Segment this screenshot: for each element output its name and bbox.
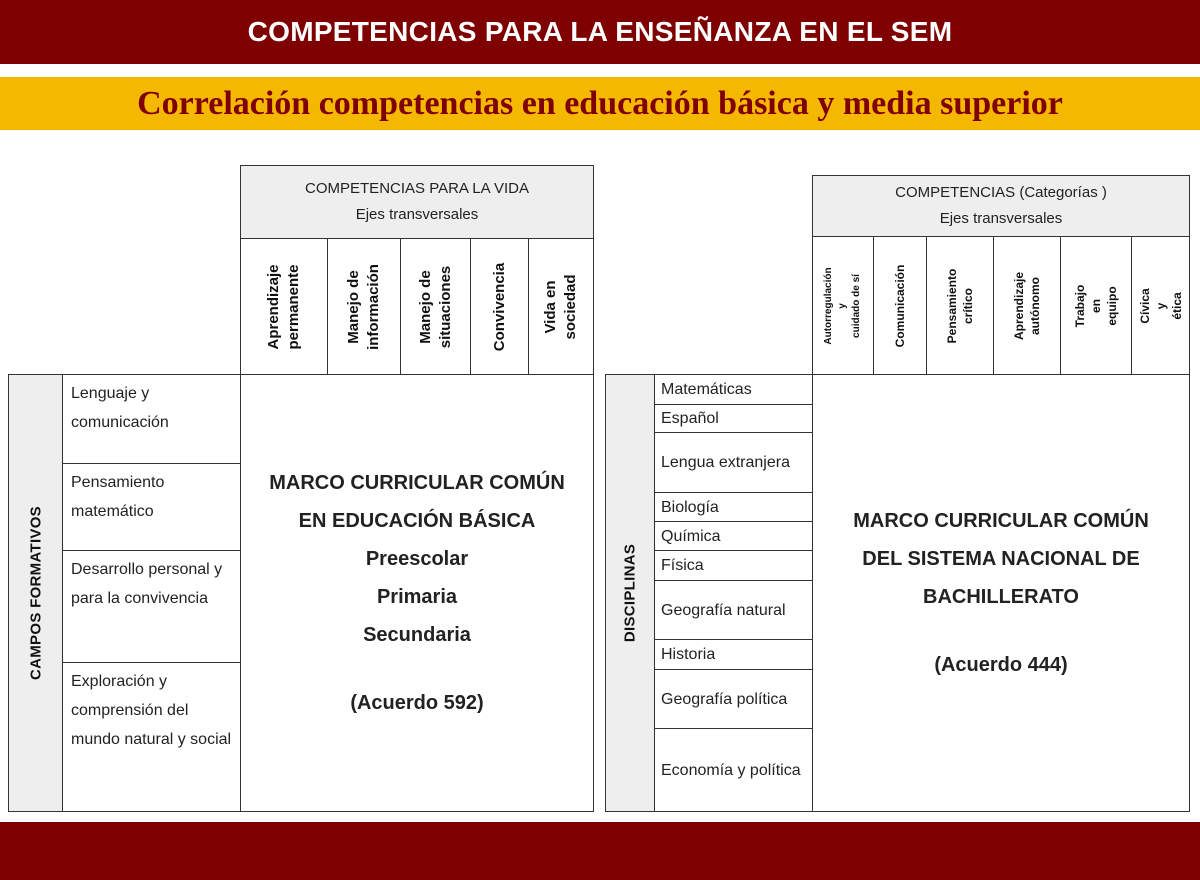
marco-line: BACHILLERATO xyxy=(923,586,1079,608)
side-label-disciplinas: DISCIPLINAS xyxy=(621,543,639,643)
right-col-civica xyxy=(1131,236,1190,376)
column-label: Convivencia xyxy=(490,262,508,351)
left-header xyxy=(240,165,594,239)
marco-line: Secundaria xyxy=(363,624,471,646)
left-col-manejo-situaciones xyxy=(400,238,471,375)
row-label: Física xyxy=(661,557,704,574)
column-label: Manejo de información xyxy=(345,263,382,350)
side-label-campos-formativos: CAMPOS FORMATIVOS xyxy=(27,506,44,680)
column-label: Manejo de situaciones xyxy=(416,265,454,348)
list-item xyxy=(654,669,813,729)
list-item xyxy=(654,580,813,640)
column-label: Aprendizaje autónomo xyxy=(1012,271,1042,341)
list-item xyxy=(654,432,813,493)
marco-line: DEL SISTEMA NACIONAL DE xyxy=(862,548,1140,570)
left-marco-curricular xyxy=(240,374,594,812)
page-subtitle: Correlación competencias en educación básica y media superior xyxy=(137,85,1063,122)
list-item xyxy=(62,374,241,464)
column-label: Trabajo en equipo xyxy=(1073,284,1119,328)
column-label: Pensamiento crítico xyxy=(945,268,975,344)
list-item xyxy=(654,728,813,812)
right-marco-curricular xyxy=(812,374,1190,812)
marco-line: Primaria xyxy=(376,586,458,608)
row-label: Pensamiento matemático xyxy=(71,474,165,520)
right-col-trabajo xyxy=(1060,236,1132,376)
list-item xyxy=(62,550,241,663)
row-label: Economía y política xyxy=(661,761,801,779)
list-item xyxy=(654,639,813,670)
row-label: Desarrollo personal y para la convivencia xyxy=(71,561,223,607)
right-col-autorregulacion xyxy=(812,236,874,376)
marco-line: MARCO CURRICULAR COMÚN xyxy=(269,472,565,494)
list-item xyxy=(654,374,813,405)
marco-note: (Acuerdo 592) xyxy=(350,692,484,714)
right-header-line2: Ejes transversales xyxy=(939,210,1063,227)
left-col-convivencia xyxy=(470,238,529,375)
list-item xyxy=(62,662,241,812)
column-label: Vida en sociedad xyxy=(542,273,579,340)
left-col-vida-sociedad xyxy=(528,238,594,375)
right-col-pensamiento xyxy=(926,236,994,376)
right-side-label-cell xyxy=(605,374,655,812)
page-title: COMPETENCIAS PARA LA ENSEÑANZA EN EL SEM xyxy=(247,16,953,47)
list-item xyxy=(62,463,241,551)
left-col-manejo-informacion xyxy=(327,238,401,375)
left-side-label-cell xyxy=(8,374,63,812)
list-item xyxy=(654,404,813,433)
row-label: Biología xyxy=(661,498,719,516)
subtitle-bar xyxy=(0,77,1200,130)
list-item xyxy=(654,521,813,551)
marco-note: (Acuerdo 444) xyxy=(934,654,1068,676)
right-header-line1: COMPETENCIAS (Categorías ) xyxy=(895,184,1107,201)
row-label: Exploración y comprensión del mundo natural y social xyxy=(71,673,232,748)
marco-line: EN EDUCACIÓN BÁSICA xyxy=(298,510,536,532)
row-label: Química xyxy=(661,527,721,545)
row-label: Español xyxy=(661,410,719,427)
list-item xyxy=(654,492,813,522)
right-header xyxy=(812,175,1190,237)
left-header-line1: COMPETENCIAS PARA LA VIDA xyxy=(305,180,529,197)
row-label: Geografía política xyxy=(661,690,788,708)
row-label: Matemáticas xyxy=(661,381,752,398)
marco-line: MARCO CURRICULAR COMÚN xyxy=(853,510,1149,532)
column-label: Comunicación xyxy=(893,264,907,348)
column-label: Cívica y ética xyxy=(1137,288,1184,324)
column-label: Aprendizaje permanente xyxy=(265,263,302,350)
list-item xyxy=(654,550,813,581)
title-bar xyxy=(0,0,1200,64)
row-label: Lenguaje y comunicación xyxy=(71,385,169,431)
column-label: Autorregulación y cuidado de sí xyxy=(823,267,862,345)
right-col-comunicacion xyxy=(873,236,927,376)
row-label: Geografía natural xyxy=(661,601,786,619)
row-label: Historia xyxy=(661,646,716,663)
left-header-line2: Ejes transversales xyxy=(355,206,479,223)
footer-bar xyxy=(0,822,1200,880)
row-label: Lengua extranjera xyxy=(661,454,790,471)
left-col-aprendizaje xyxy=(240,238,328,375)
right-col-aprendizaje xyxy=(993,236,1061,376)
marco-line: Preescolar xyxy=(365,548,469,570)
